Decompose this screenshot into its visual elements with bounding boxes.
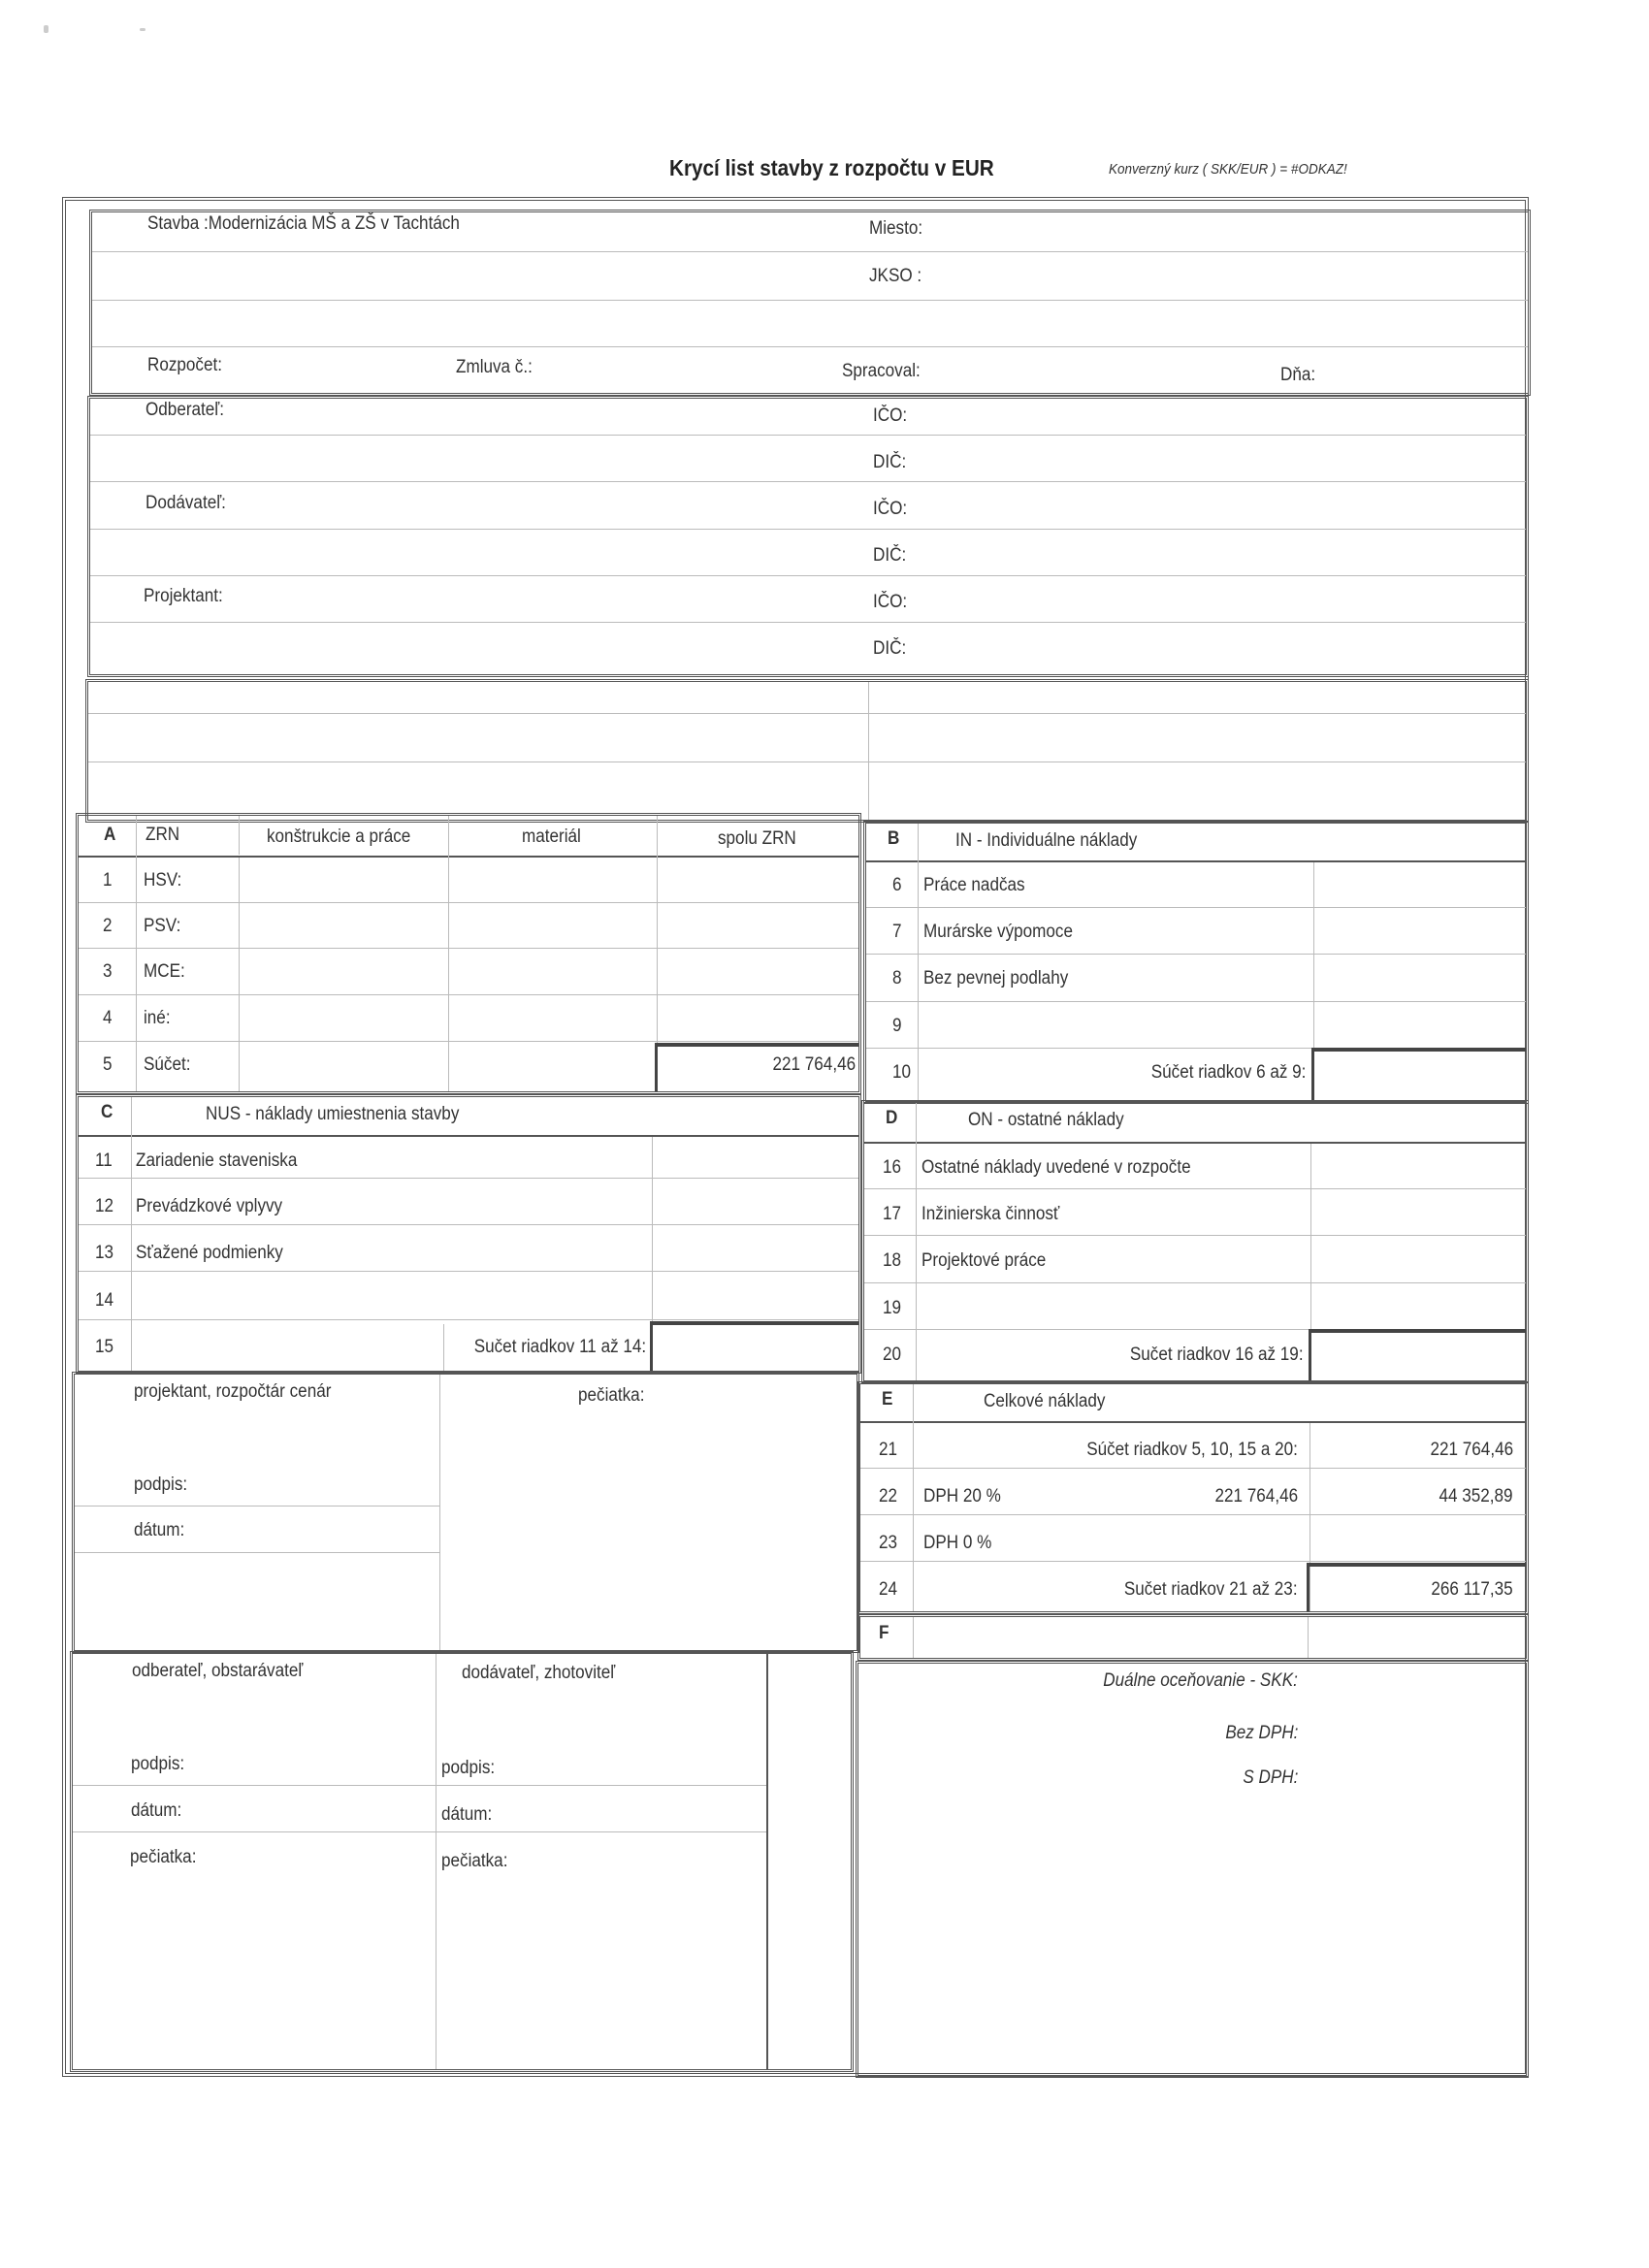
row-number: 14 xyxy=(95,1290,114,1311)
sum-box-b xyxy=(1311,1048,1526,1101)
projektant-sign-block xyxy=(72,1372,859,1653)
row-label: Práce nadčas xyxy=(923,875,1025,895)
row-label: Prevádzkové vplyvy xyxy=(136,1196,283,1216)
odberatel-datum-label: dátum: xyxy=(131,1800,182,1821)
row-label: Súčet riadkov 5, 10, 15 a 20: xyxy=(1086,1440,1298,1460)
dna-label: Dňa: xyxy=(1280,365,1316,385)
bez-dph-label: Bez DPH: xyxy=(1224,1723,1298,1743)
projektant-label: Projektant: xyxy=(144,586,223,606)
row-number: 24 xyxy=(879,1579,898,1600)
row-number: 13 xyxy=(95,1243,114,1263)
projektant-sign-title: projektant, rozpočtár cenár xyxy=(134,1381,332,1402)
col-header-material: materiál xyxy=(522,826,581,847)
row-number: 21 xyxy=(879,1440,898,1460)
row-number: 15 xyxy=(95,1337,114,1357)
row-number: 17 xyxy=(883,1204,902,1224)
row-number: 5 xyxy=(103,1054,113,1075)
dodavatel-datum-label: dátum: xyxy=(441,1804,493,1825)
row-value: 221 764,46 xyxy=(772,1054,856,1075)
odberatel-label: Odberateľ: xyxy=(146,400,225,420)
section-d-title: ON - ostatné náklady xyxy=(968,1110,1124,1130)
row-label: Súčet riadkov 6 až 9: xyxy=(1150,1062,1306,1083)
section-b-title: IN - Individuálne náklady xyxy=(955,830,1138,851)
section-a-letter: A xyxy=(104,825,116,845)
row-number: 4 xyxy=(103,1008,113,1028)
odberatel-podpis-label: podpis: xyxy=(131,1754,185,1774)
projektant-podpis-label: podpis: xyxy=(134,1474,188,1495)
row-number: 23 xyxy=(879,1533,898,1553)
jkso-label: JKSO : xyxy=(869,266,922,286)
projektant-peciatka-label: pečiatka: xyxy=(578,1385,645,1406)
parties-block xyxy=(87,396,1529,677)
spracoval-label: Spracoval: xyxy=(842,361,921,381)
odberatel-dic-label: DIČ: xyxy=(873,452,907,472)
section-e-letter: E xyxy=(882,1389,893,1409)
row-label: iné: xyxy=(144,1008,171,1028)
row-label: Sučet riadkov 11 až 14: xyxy=(473,1337,646,1357)
row-number: 3 xyxy=(103,961,113,982)
conversion-rate: Konverzný kurz ( SKK/EUR ) = #ODKAZ! xyxy=(1109,161,1347,178)
projektant-dic-label: DIČ: xyxy=(873,638,907,659)
row-number: 16 xyxy=(883,1157,902,1178)
section-c-letter: C xyxy=(101,1102,113,1122)
col-header-spolu: spolu ZRN xyxy=(718,828,796,849)
dodavatel-peciatka-label: pečiatka: xyxy=(441,1851,508,1871)
divider xyxy=(766,1654,768,2069)
notes-block xyxy=(85,679,1529,823)
row-label: Sučet riadkov 16 až 19: xyxy=(1130,1345,1304,1365)
odberatel-peciatka-label: pečiatka: xyxy=(130,1847,197,1867)
divider xyxy=(439,1375,440,1650)
s-dph-label: S DPH: xyxy=(1242,1767,1298,1788)
projektant-datum-label: dátum: xyxy=(134,1520,185,1540)
row-label: MCE: xyxy=(144,961,185,982)
stavba-label: Stavba :Modernizácia MŠ a ZŠ v Tachtách xyxy=(147,213,460,234)
row-number: 6 xyxy=(892,875,902,895)
row-label: Súčet: xyxy=(144,1054,191,1075)
dodavatel-ico-label: IČO: xyxy=(873,499,908,519)
row-label: PSV: xyxy=(144,916,181,936)
odberatel-ico-label: IČO: xyxy=(873,405,908,426)
row-number: 2 xyxy=(103,916,113,936)
row-label: DPH 20 % xyxy=(923,1486,1001,1507)
row-number: 8 xyxy=(892,968,902,988)
row-label: Bez pevnej podlahy xyxy=(923,968,1069,988)
row-number: 9 xyxy=(892,1016,902,1036)
row-label: Inžinierska činnosť xyxy=(922,1204,1060,1224)
section-f-letter: F xyxy=(879,1623,889,1643)
section-e-title: Celkové náklady xyxy=(984,1391,1106,1411)
scan-speck xyxy=(44,25,48,33)
row-number: 18 xyxy=(883,1250,902,1271)
zmluva-label: Zmluva č.: xyxy=(456,357,533,377)
row-value: 266 117,35 xyxy=(1431,1579,1513,1600)
rozpocet-label: Rozpočet: xyxy=(147,355,222,375)
row-number: 10 xyxy=(892,1062,912,1083)
row-label: Projektové práce xyxy=(922,1250,1047,1271)
row-number: 11 xyxy=(95,1150,113,1171)
row-value: 221 764,46 xyxy=(1430,1440,1513,1460)
page-title: Krycí list stavby z rozpočtu v EUR xyxy=(669,155,994,180)
row-value: 44 352,89 xyxy=(1439,1486,1513,1507)
sum-box-d xyxy=(1309,1329,1526,1380)
miesto-label: Miesto: xyxy=(869,218,923,239)
row-base-value: 221 764,46 xyxy=(1214,1486,1298,1507)
dual-pricing-block xyxy=(856,1661,1529,2078)
dodavatel-dic-label: DIČ: xyxy=(873,545,907,566)
row-number: 7 xyxy=(892,922,902,942)
row-label: Murárske výpomoce xyxy=(923,922,1073,942)
row-number: 20 xyxy=(883,1345,902,1365)
row-number: 22 xyxy=(879,1486,898,1507)
row-label: Zariadenie staveniska xyxy=(136,1150,298,1171)
row-number: 1 xyxy=(103,870,113,891)
scan-speck xyxy=(140,28,146,31)
dodavatel-label: Dodávateľ: xyxy=(146,493,226,513)
row-label: Sťažené podmienky xyxy=(136,1243,283,1263)
projektant-ico-label: IČO: xyxy=(873,592,908,612)
odberatel-sign-title: odberateľ, obstarávateľ xyxy=(132,1661,304,1681)
section-c-title: NUS - náklady umiestnenia stavby xyxy=(206,1104,460,1124)
section-b-letter: B xyxy=(888,828,900,849)
row-number: 12 xyxy=(95,1196,114,1216)
sum-box-c xyxy=(650,1321,858,1371)
col-header-zrn: ZRN xyxy=(146,825,180,845)
row-label: HSV: xyxy=(144,870,182,891)
row-label: DPH 0 % xyxy=(923,1533,992,1553)
dodavatel-sign-title: dodávateľ, zhotoviteľ xyxy=(462,1663,616,1683)
dual-pricing-title: Duálne oceňovanie - SKK: xyxy=(1103,1670,1298,1691)
section-d-letter: D xyxy=(886,1108,898,1128)
row-label: Sučet riadkov 21 až 23: xyxy=(1124,1579,1298,1600)
row-number: 19 xyxy=(883,1298,902,1318)
section-f xyxy=(857,1614,1529,1661)
col-header-konstrukcie: konštrukcie a práce xyxy=(267,826,411,847)
row-label: Ostatné náklady uvedené v rozpočte xyxy=(922,1157,1191,1178)
dodavatel-podpis-label: podpis: xyxy=(441,1758,496,1778)
